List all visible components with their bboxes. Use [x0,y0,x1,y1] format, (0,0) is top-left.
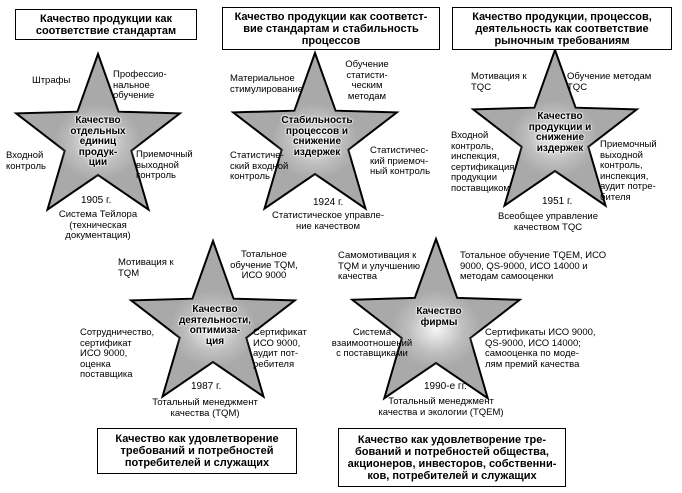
star-1990s-bottom-label: Тотальный менеджмент качества и экологии (TQEM) [378,396,504,418]
star-1987-left-label: Сотрудничество, сертификат ИСО 9000, оценка поставщика [80,327,155,380]
star-1987-center-label: Качество деятельности, оптимиза- ция [178,304,252,347]
star-1951-left-label: Входной контроль, инспекция, сертификация продукции поставщиком [451,130,515,194]
star-1905-right-label: Приемочный выходной контроль [136,149,193,181]
star-1990s-top-right-label: Тотальное обучение TQEM, ИСО 9000, QS-9000, ИСО 14000 и методам самооценки [460,250,607,282]
star-1987-right-label: Сертификат ИСО 9000, аудит пот- ребителя [253,327,307,370]
star-1951-right-label: Приемочный выходной контроль, инспекция, аудит потре- бителя [600,139,657,203]
star-1990s-right-label: Сертификаты ИСО 9000, QS-9000, ИСО 14000; самооценка по моде- лям премий качества [485,327,596,370]
star-1924-center-label: Стабильность процессов и снижение издержек [281,115,353,158]
star-1924-bottom-label: Статистическое управле- ние качеством [272,210,384,232]
star-1990s-left-label: Система взаимоотношений с поставщиками [331,327,413,359]
star-1987-bottom-label: Тотальный менеджмент качества (TQM) [152,397,258,419]
star-1905-center-label: Качество отдельных единиц продук- ции [70,115,126,168]
star-1951-center-label: Качество продукции и снижение издержек [528,111,592,154]
concept-box-1951 [452,7,672,50]
star-1987-top-left-label: Мотивация к TQM [118,257,174,279]
star-1951-top-right-label: Обучение методам TQC [567,71,652,93]
concept-box-1987 [97,428,297,474]
concept-box-1924 [222,7,440,50]
star-1987-year: 1987 г. [191,381,222,392]
concept-text-1905: Качество продукции как соответствие стандартам [35,12,177,37]
star-1905-top-right-label: Профессио- нальное обучение [113,69,167,101]
concept-text-1951: Качество продукции, процессов, деятельность как соответствие рыночным требованиям [472,10,652,47]
star-1990s-year: 1990-е гг. [424,381,467,392]
star-1905-top-left-label: Штрафы [32,75,71,86]
concept-text-1987: Качество как удовлетворение требований и потребностей потребителей и служащих [115,433,279,469]
star-1990s-center-label: Качество фирмы [416,306,462,328]
star-1987-top-right-label: Тотальное обучение TQM, ИСО 9000 [230,249,298,281]
star-1924-left-label: Статистиче- ский входной контроль [230,150,289,182]
star-1905-bottom-label: Система Тейлора (техническая документация) [58,209,138,241]
star-1905-year: 1905 г. [81,195,112,206]
star-1924-year: 1924 г. [313,197,344,208]
star-1924-top-left-label: Материальное стимулирование [230,73,304,95]
star-1951-top-left-label: Мотивация к TQC [471,71,527,93]
concept-box-1990s [338,428,566,487]
star-1951-year: 1951 г. [542,196,573,207]
concept-text-1990s: Качество как удовлетворение тре- бований и потребностей общества, акционеров, инвесторов, собственни- ков, потребителей и служащих [347,433,557,482]
star-1905-left-label: Входной контроль [6,150,46,172]
star-1951-bottom-label: Всеобщее управление качеством TQC [498,211,598,233]
concept-box-1905 [15,9,197,40]
concept-text-1924: Качество продукции как соответст- вие стандартам и стабильность процессов [234,10,428,47]
star-1924-top-right-label: Обучение статисти- ческим методам [345,59,389,102]
star-1990s-top-left-label: Самомотивация к TQM и улучшению качества [338,250,421,282]
star-1924-right-label: Статистичес- кий приемоч- ный контроль [370,145,431,177]
